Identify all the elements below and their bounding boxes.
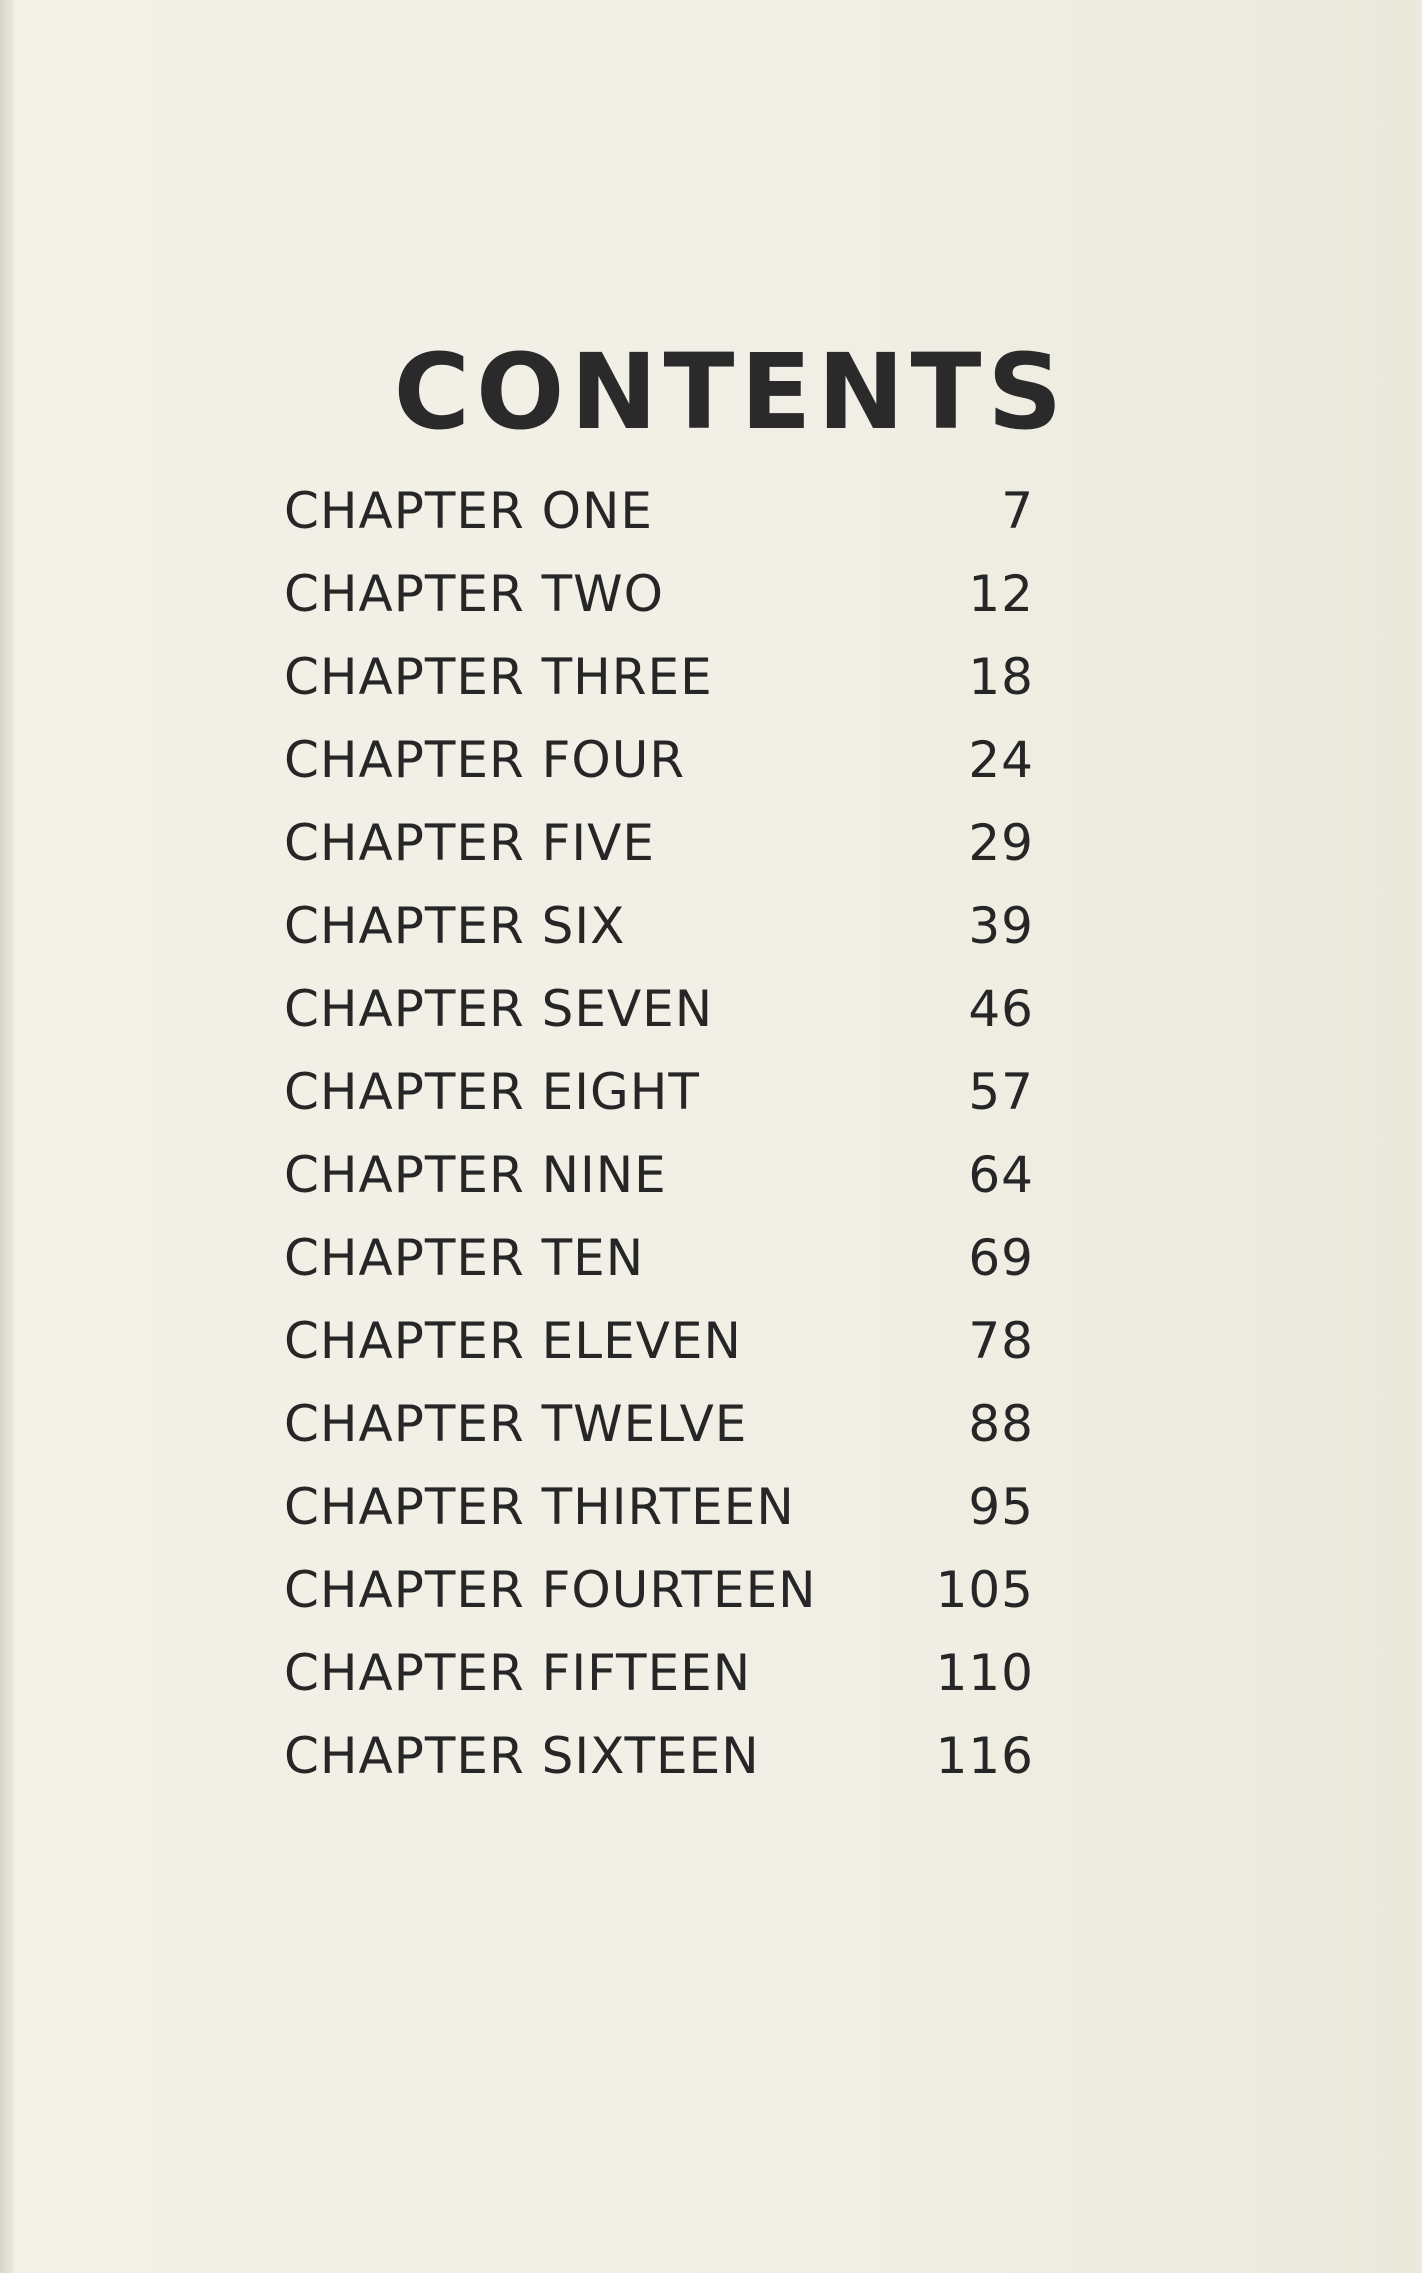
chapter-title: CHAPTER TEN	[284, 1229, 645, 1287]
chapter-title: CHAPTER FIFTEEN	[284, 1644, 752, 1702]
page-number: 78	[968, 1312, 1034, 1370]
page-number: 116	[935, 1727, 1034, 1785]
toc-entry	[284, 968, 1034, 1051]
chapter-title: CHAPTER FOURTEEN	[284, 1561, 817, 1619]
page-number: 110	[935, 1644, 1034, 1702]
toc-entry	[284, 553, 1034, 636]
chapter-title: CHAPTER EIGHT	[284, 1063, 700, 1121]
toc-entry	[284, 1383, 1034, 1466]
chapter-title: CHAPTER FOUR	[284, 731, 686, 789]
chapter-title: CHAPTER THIRTEEN	[284, 1478, 795, 1536]
toc-entry	[284, 1715, 1034, 1798]
toc-entry	[284, 470, 1034, 553]
toc-entry	[284, 885, 1034, 968]
page-number: 69	[968, 1229, 1034, 1287]
contents-heading: CONTENTS	[393, 330, 1069, 453]
chapter-title: CHAPTER ONE	[284, 482, 653, 540]
chapter-title: CHAPTER TWELVE	[284, 1395, 748, 1453]
toc-entry	[284, 1134, 1034, 1217]
page-number: 29	[968, 814, 1034, 872]
chapter-title: CHAPTER THREE	[284, 648, 713, 706]
page-number: 24	[968, 731, 1034, 789]
page-number: 88	[968, 1395, 1034, 1453]
page-number: 46	[968, 980, 1034, 1038]
chapter-title: CHAPTER SIXTEEN	[284, 1727, 760, 1785]
chapter-title: CHAPTER FIVE	[284, 814, 655, 872]
chapter-title: CHAPTER SEVEN	[284, 980, 714, 1038]
page-number: 95	[968, 1478, 1034, 1536]
page-number: 39	[968, 897, 1034, 955]
page-number: 57	[968, 1063, 1034, 1121]
toc-entry	[284, 1051, 1034, 1134]
toc-entry	[284, 1549, 1034, 1632]
chapter-title: CHAPTER ELEVEN	[284, 1312, 742, 1370]
toc-entry	[284, 1300, 1034, 1383]
chapter-title: CHAPTER NINE	[284, 1146, 667, 1204]
page-number: 18	[968, 648, 1034, 706]
toc-entry	[284, 802, 1034, 885]
toc-entry	[284, 1217, 1034, 1300]
toc-entry	[284, 1466, 1034, 1549]
chapter-title: CHAPTER SIX	[284, 897, 626, 955]
page-number: 64	[968, 1146, 1034, 1204]
page-number: 105	[935, 1561, 1034, 1619]
toc-entry	[284, 719, 1034, 802]
page-number: 12	[968, 565, 1034, 623]
page-number: 7	[1001, 482, 1034, 540]
table-of-contents	[284, 470, 1034, 1798]
chapter-title: CHAPTER TWO	[284, 565, 664, 623]
toc-entry	[284, 1632, 1034, 1715]
toc-entry	[284, 636, 1034, 719]
